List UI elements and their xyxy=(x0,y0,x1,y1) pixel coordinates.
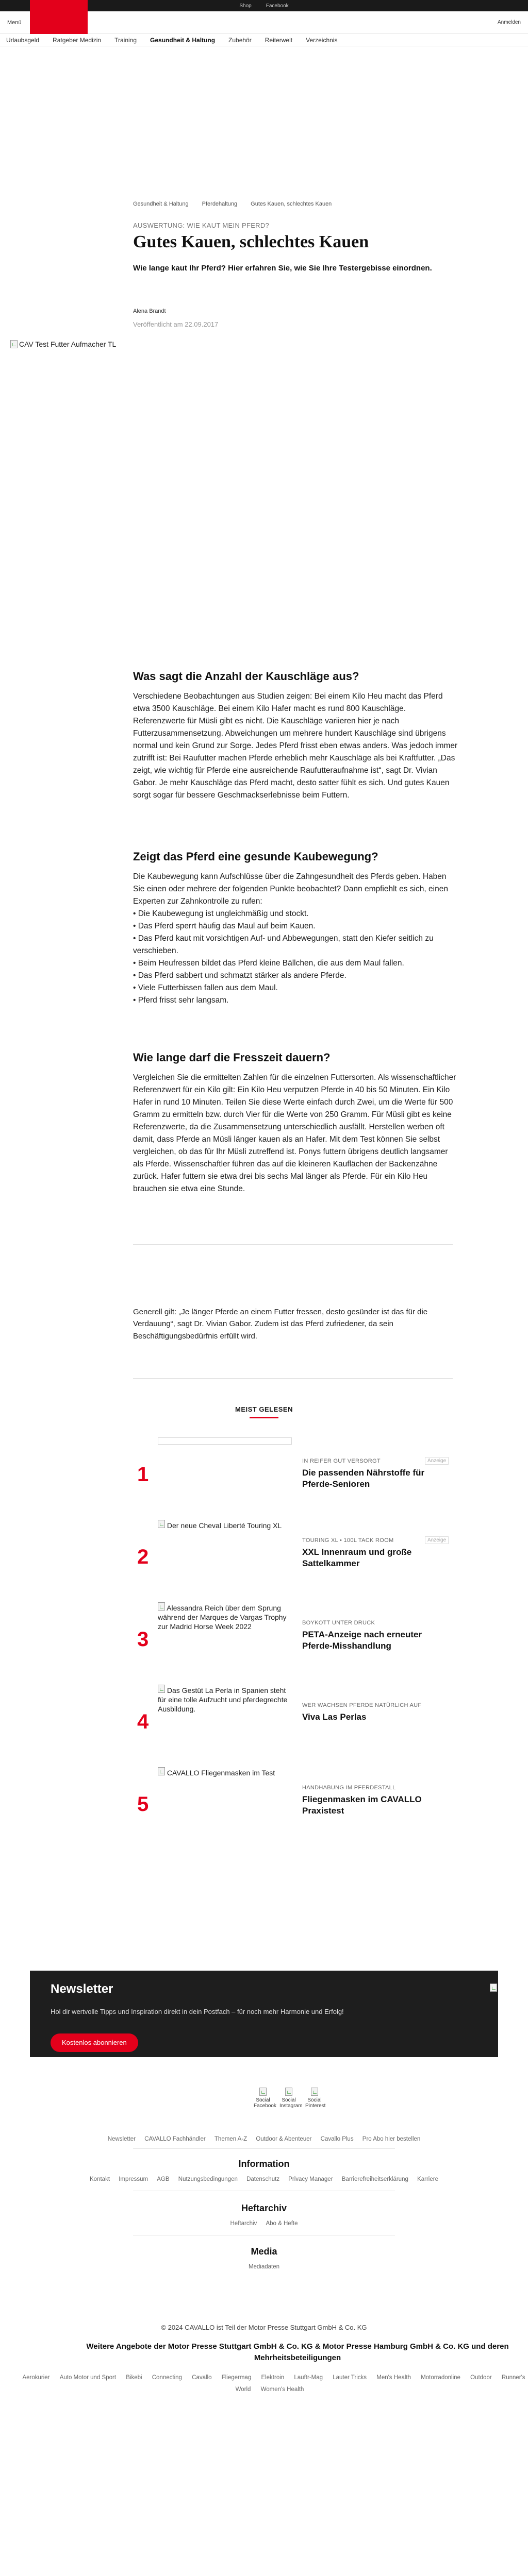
footer-heftarchiv-links xyxy=(0,2221,528,2227)
breadcrumb-item-current: Gutes Kauen, schlechtes Kauen xyxy=(251,201,332,207)
footer-link[interactable]: AGB xyxy=(157,2176,170,2182)
most-read-kicker: WER WACHSEN PFERDE NATÜRLICH AUF xyxy=(302,1702,422,1708)
section-heading: Wie lange darf die Fresszeit dauern? xyxy=(133,1051,331,1064)
rank-number: 2 xyxy=(137,1546,149,1568)
most-read-title[interactable]: Viva Las Perlas xyxy=(302,1712,367,1722)
broken-image-icon xyxy=(490,1984,497,1992)
article-lead: Wie lange kaut Ihr Pferd? Hier erfahren Sie, wie Sie Ihre Testergebisse einordnen. xyxy=(133,264,432,273)
footer-link[interactable]: Cavallo Plus xyxy=(320,2136,354,2142)
cavallo-logo[interactable] xyxy=(30,0,88,34)
broken-image-icon xyxy=(158,1685,165,1693)
brand-link[interactable]: Cavallo xyxy=(192,2375,212,2381)
broken-image-icon xyxy=(158,1767,165,1775)
brand-link[interactable]: Auto Motor und Sport xyxy=(59,2375,117,2381)
ad-badge: Anzeige xyxy=(425,1457,449,1465)
broken-image-icon xyxy=(10,340,18,348)
article-paragraph: Vergleichen Sie die ermittelten Zahlen für die einzelnen Futtersorten. Als wissenschaftlicher Referenzwert für ein Kilo gilt: Ein Kilo Heu verputzen Pferde in 40 bis 50 Minuten. Ein Kilo Hafer in rund 10 Minuten. Teilen Sie diese Werte einfach durch Zwei, um die Werte für 500 Gramm zu ermitteln bzw. durch Vier für die Werte von 250 Gramm. Für Müsli gibt es keine Referenzwerte, da die Zusammensetzung unterschiedlich ausfällt. Herstellen werben oft damit, dass Pferde an Müsli länger kauen als an Hafer. Mit dem Test können Sie selbst vergleichen, ob das für Ihr Müsli zutreffend ist. Ponys futtern übrigens deutlich langsamer als Pferde. Wissenschaftler führen das auf die kleineren Kauflächen der Backenzähne zurück. Hafer futtern sie etwa drei bis sechs Mal länger als Pferde. Für ein Kilo Heu brauchen sie etwa eine Stunde. xyxy=(133,1073,456,1194)
nav-item-zubehoer[interactable]: Zubehör xyxy=(228,36,252,44)
article-paragraph-intro: Die Kaubewegung kann Aufschlüsse über die Zahngesundheit des Pferds geben. Haben Sie einen oder mehrere der folgenden Punkte beobachtet? Dann empfiehlt es sich, einen Experten zur Zahnkontrolle zu rufen: xyxy=(133,872,448,906)
broken-image-icon xyxy=(158,1602,165,1611)
footer-link[interactable]: CAVALLO Fachhändler xyxy=(144,2136,206,2142)
most-read-title[interactable]: Die passenden Nährstoffe für Pferde-Senioren xyxy=(302,1468,425,1489)
hero-image xyxy=(10,340,382,639)
social-links xyxy=(254,2088,324,2109)
article-author[interactable]: Alena Brandt xyxy=(133,308,166,314)
rank-number: 3 xyxy=(137,1628,149,1651)
article-paragraph: Generell gilt: „Je länger Pferde an einem Futter fressen, desto gesünder ist das für die Verdauung“, sagt Dr. Vivian Gabor. Zudem ist das Pferd zufriedener, da sein Beschäftigungsbedürfnis erfüllt wird. xyxy=(133,1308,428,1341)
section-heading: Was sagt die Anzahl der Kauschläge aus? xyxy=(133,670,359,683)
bullet-item: • Viele Futterbissen fallen aus dem Maul. xyxy=(133,984,278,993)
footer-link[interactable]: Privacy Manager xyxy=(288,2176,333,2182)
social-label: Social Pinterest xyxy=(305,2097,326,2109)
bullet-item: • Das Pferd sabbert und schmatzt stärker als andere Pferde. xyxy=(133,971,346,980)
most-read-image[interactable] xyxy=(158,1685,292,1752)
hero-image-alt xyxy=(10,340,382,348)
footer-link[interactable]: Karriere xyxy=(417,2176,438,2182)
footer-link[interactable]: Impressum xyxy=(119,2176,148,2182)
bullet-item: • Pferd frisst sehr langsam. xyxy=(133,996,229,1005)
site-header xyxy=(0,11,528,34)
footer-heading-information: Information xyxy=(238,2159,290,2169)
copyright: © 2024 CAVALLO ist Teil der Motor Presse Stuttgart GmbH & Co. KG xyxy=(161,2324,367,2331)
brand-link[interactable]: Runner's World xyxy=(235,2375,525,2393)
menu-button[interactable]: Menü xyxy=(7,19,22,26)
most-read-item[interactable] xyxy=(133,1685,453,1757)
footer-link[interactable]: Datenschutz xyxy=(246,2176,280,2182)
newsletter-text: Hol dir wertvolle Tipps und Inspiration direkt in dein Postfach – für noch mehr Harmonie und Erfolg! xyxy=(51,2008,344,2015)
article-paragraph: Verschiedene Beobachtungen aus Studien zeigen: Bei einem Kilo Heu macht das Pferd etwa 3500 Kauschläge. Bei einem Kilo Hafer macht es rund 800 Kauschläge. Referenzwerte für Müsli gibt es nicht. Die Kauschläge variieren hier je nach Futterzusammensetzung. Abweichungen um mehrere hundert Kauschläge sind übrigens normal und kein Grund zur Sorge. Jedes Pferd frisst eben etwas anders. Was jedoch immer zutrifft ist: Bei Raufutter machen Pferde erheblich mehr Kauschläge als bei Kraftfutter. „Das zeigt, wie wichtig für Pferde eine ausreichende Raufutteraufnahme ist“, sagt Dr. Vivian Gabor. Je mehr Kauschläge das Pferd macht, desto satter fühlt es sich. Und gutes Kauen sorgt sogar für bessere Geschmackserlebnisse beim Futtern. xyxy=(133,692,458,800)
most-read-item[interactable] xyxy=(133,1767,453,1839)
facebook-icon[interactable] xyxy=(254,2088,276,2109)
divider xyxy=(133,1244,453,1245)
social-label: Social Facebook xyxy=(254,2097,276,2109)
footer-link[interactable]: Themen A-Z xyxy=(214,2136,248,2142)
nav-item-verzeichnis[interactable]: Verzeichnis xyxy=(306,36,338,44)
instagram-icon[interactable] xyxy=(279,2088,303,2109)
other-offers-heading: Weitere Angebote der Motor Presse Stuttgart GmbH & Co. KG & Motor Presse Hamburg GmbH & Co. KG und deren Mehrheitsbeteiligungen xyxy=(86,2342,509,2362)
image-alt-text: Der neue Cheval Liberté Touring XL xyxy=(167,1521,282,1530)
brand-link[interactable]: Motorradonline xyxy=(421,2375,460,2381)
rank-number: 1 xyxy=(137,1463,149,1486)
most-read-item[interactable] xyxy=(133,1602,453,1674)
most-read-image[interactable] xyxy=(158,1767,292,1834)
broken-image-icon xyxy=(311,2088,318,2096)
article-paragraph xyxy=(133,871,458,1007)
breadcrumb-item[interactable]: Gesundheit & Haltung xyxy=(133,201,189,207)
image-alt-text: Alessandra Reich über dem Sprung während der Marques de Vargas Trophy zur Madrid Horse Week 2022 xyxy=(158,1604,287,1631)
footer-heading-heftarchiv: Heftarchiv xyxy=(241,2203,287,2213)
nav-item-gesundheit-haltung[interactable]: Gesundheit & Haltung xyxy=(150,36,216,44)
footer-link[interactable]: Mediadaten xyxy=(248,2264,280,2270)
login-link[interactable]: Anmelden xyxy=(497,20,521,25)
most-read-image[interactable] xyxy=(158,1520,292,1587)
most-read-item[interactable] xyxy=(133,1520,453,1592)
broken-image-icon xyxy=(259,2088,267,2096)
section-heading: Zeigt das Pferd eine gesunde Kaubewegung? xyxy=(133,850,378,863)
brand-link[interactable]: Men's Health xyxy=(376,2375,411,2381)
footer-link[interactable]: Nutzungsbedingungen xyxy=(178,2176,238,2182)
brand-link[interactable]: Lauftr-Mag xyxy=(294,2375,323,2381)
brand-link[interactable]: Outdoor xyxy=(470,2375,492,2381)
bullet-item: • Die Kaubewegung ist ungleichmäßig und stockt. xyxy=(133,909,309,919)
image-alt-text: Das Gestüt La Perla in Spanien steht für eine tolle Aufzucht und pferdegrechte Ausbildung. xyxy=(158,1686,288,1714)
most-read-underline xyxy=(250,1417,278,1418)
hero-image-alt-text: CAV Test Futter Aufmacher TL xyxy=(19,340,117,348)
main-nav xyxy=(0,34,528,46)
topbar-link-facebook[interactable]: Facebook xyxy=(266,3,289,9)
footer-link[interactable]: Pro Abo hier bestellen xyxy=(362,2136,421,2142)
footer-heading-media: Media xyxy=(251,2246,277,2257)
footer-link[interactable]: Kontakt xyxy=(90,2176,110,2182)
topbar-link-shop[interactable]: Shop xyxy=(239,3,252,9)
footer-link[interactable]: Newsletter xyxy=(107,2136,136,2142)
footer-divider xyxy=(133,2148,395,2149)
breadcrumb-item[interactable]: Pferdehaltung xyxy=(202,201,238,207)
most-read-image[interactable] xyxy=(158,1602,292,1669)
footer-link[interactable]: Barrierefreiheitserklärung xyxy=(341,2176,408,2182)
footer-link[interactable]: Abo & Hefte xyxy=(266,2221,298,2227)
article-date: Veröffentlicht am 22.09.2017 xyxy=(133,320,219,328)
footer-link[interactable]: Outdoor & Abenteuer xyxy=(256,2136,312,2142)
bullet-item: • Das Pferd sperrt häufig das Maul auf beim Kauen. xyxy=(133,922,316,931)
nav-item-training[interactable]: Training xyxy=(114,36,137,44)
footer-media-links xyxy=(0,2264,528,2270)
rank-number: 4 xyxy=(137,1710,149,1733)
most-read-kicker: IN REIFER GUT VERSORGT xyxy=(302,1458,381,1464)
brand-link[interactable]: Women's Health xyxy=(260,2386,304,2393)
footer-link[interactable]: Heftarchiv xyxy=(230,2221,257,2227)
newsletter-box xyxy=(30,1971,498,2057)
most-read-kicker: TOURING XL • 100L TACK ROOM xyxy=(302,1537,394,1544)
most-read-item[interactable] xyxy=(133,1437,453,1510)
nav-item-reiterwelt[interactable]: Reiterwelt xyxy=(265,36,293,44)
footer-info-links xyxy=(0,2176,528,2182)
brand-link[interactable]: Elektroin xyxy=(261,2375,285,2381)
footer-link-row xyxy=(0,2136,528,2142)
newsletter-side-image xyxy=(490,1984,505,2006)
bullet-item: • Beim Heufressen bildet das Pferd kleine Bällchen, die aus dem Maul fallen. xyxy=(133,959,404,968)
social-label: Social Instagram xyxy=(279,2097,303,2109)
breadcrumb xyxy=(133,201,453,207)
most-read-image[interactable] xyxy=(158,1437,292,1445)
footer-brand-links xyxy=(15,2372,528,2396)
most-read-heading: MEIST GELESEN xyxy=(235,1405,293,1413)
brand-link[interactable]: Connecting xyxy=(152,2375,182,2381)
divider xyxy=(133,1378,453,1379)
article-title: Gutes Kauen, schlechtes Kauen xyxy=(133,232,369,251)
most-read-title[interactable]: PETA-Anzeige nach erneuter Pferde-Misshandlung xyxy=(302,1630,422,1651)
ad-badge: Anzeige xyxy=(425,1536,449,1544)
rank-number: 5 xyxy=(137,1793,149,1816)
nav-item-ratgeber-medizin[interactable]: Ratgeber Medizin xyxy=(53,36,102,44)
brand-link[interactable]: Fliegermag xyxy=(221,2375,252,2381)
broken-image-icon xyxy=(285,2088,292,2096)
broken-image-icon xyxy=(158,1520,165,1528)
nav-item-urlaubsgeld[interactable]: Urlaubsgeld xyxy=(6,36,40,44)
newsletter-subscribe-button[interactable]: Kostenlos abonnieren xyxy=(51,2033,138,2052)
most-read-kicker: BOYKOTT UNTER DRUCK xyxy=(302,1620,375,1626)
article-kicker: AUSWERTUNG: WIE KAUT MEIN PFERD? xyxy=(133,222,270,229)
bullet-item: • Das Pferd kaut mit vorsichtigen Auf- und Abbewegungen, statt den Kiefer seitlich zu verschieben. xyxy=(133,934,434,956)
image-alt-text: CAVALLO Fliegenmasken im Test xyxy=(167,1769,275,1777)
brand-link[interactable]: Aerokurier xyxy=(22,2375,50,2381)
most-read-title[interactable]: Fliegenmasken im CAVALLO Praxistest xyxy=(302,1794,422,1816)
brand-link[interactable]: Lauter Tricks xyxy=(333,2375,367,2381)
pinterest-icon[interactable] xyxy=(305,2088,324,2109)
brand-link[interactable]: Bikebi xyxy=(126,2375,142,2381)
most-read-title[interactable]: XXL Innenraum und große Sattelkammer xyxy=(302,1547,412,1569)
newsletter-title: Newsletter xyxy=(51,1982,113,1996)
most-read-kicker: HANDHABUNG IM PFERDESTALL xyxy=(302,1785,396,1791)
